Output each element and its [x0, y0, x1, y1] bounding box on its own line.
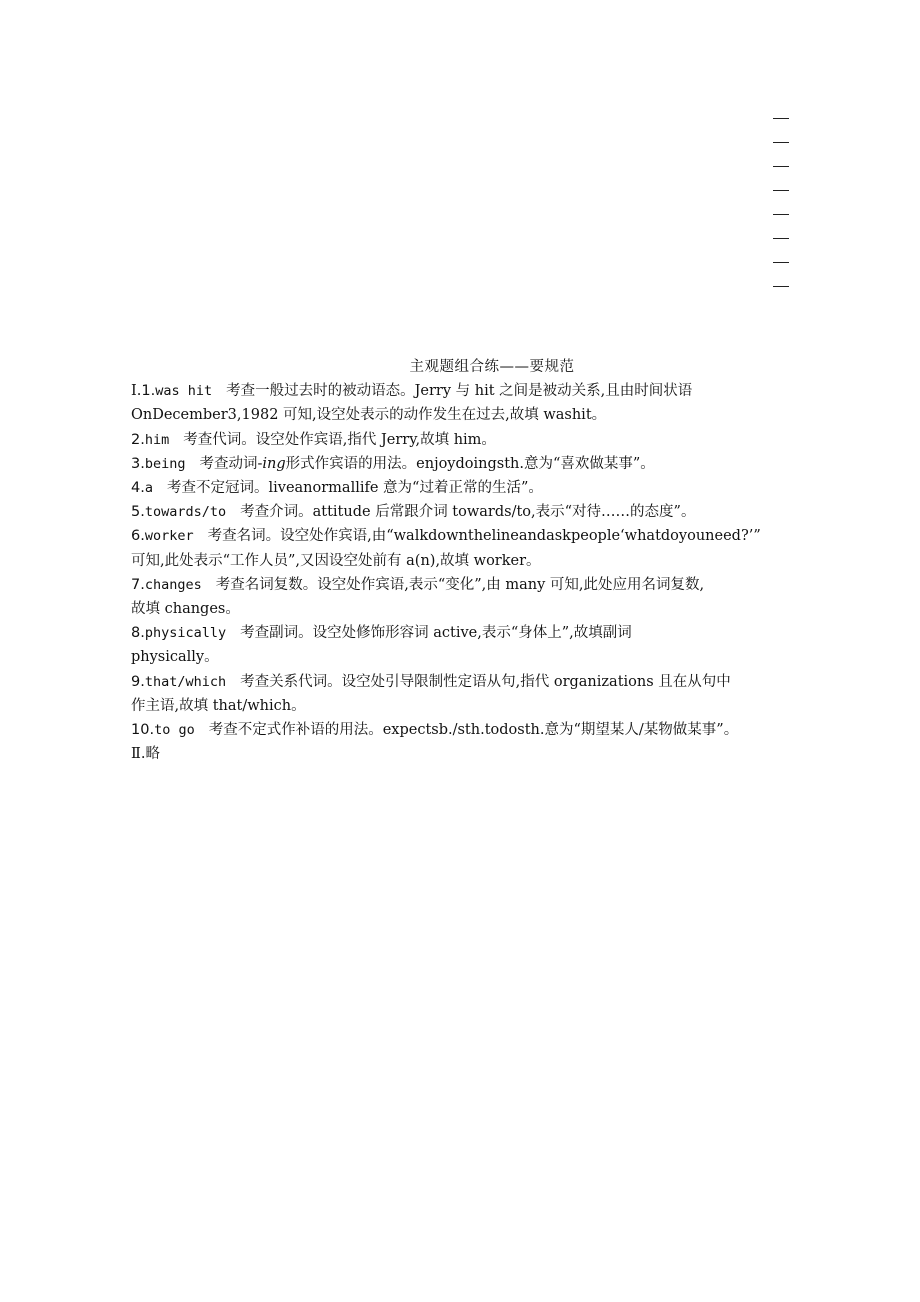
answer-item-8: [131, 621, 803, 669]
answer-item-7: [131, 573, 803, 621]
answer-item-3: [131, 452, 803, 476]
answer-text: a: [144, 480, 153, 497]
explanation-continued: physically。: [131, 649, 219, 666]
item-number: 8.: [131, 625, 145, 642]
answer-item-2: [131, 428, 803, 452]
answer-item-4: [131, 476, 803, 500]
explanation-italic: ing: [262, 455, 286, 472]
answer-blank-lines: [773, 118, 789, 310]
explanation-continued: OnDecember3,1982 可知,设空处表示的动作发生在过去,故填 washit。: [131, 407, 607, 424]
explanation: 考查代词。设空处作宾语,指代 Jerry,故填 him。: [183, 431, 496, 448]
answer-item-6: [131, 524, 803, 572]
explanation: 考查不定冠词。liveanormallife 意为“过着正常的生活”。: [166, 480, 543, 497]
explanation: 考查一般过去时的被动语态。Jerry 与 hit 之间是被动关系,且由时间状语: [226, 383, 693, 400]
blank-line: [773, 262, 789, 263]
item-number: 4.: [131, 480, 145, 497]
explanation: 考查名词复数。设空处作宾语,表示“变化”,由 many 可知,此处应用名词复数,: [215, 576, 705, 593]
section-2-text: 略: [145, 746, 160, 763]
item-number: 9.: [131, 673, 145, 690]
page-title: 主观题组合练——要规范: [409, 359, 575, 375]
answer-text: changes: [144, 576, 202, 593]
explanation: 考查副词。设空处修饰形容词 active,表示“身体上”,故填副词: [240, 625, 632, 642]
explanation-continued: 作主语,故填 that/which。: [131, 697, 306, 714]
section-marker: Ⅰ.: [131, 383, 142, 400]
explanation: 考查介词。attitude 后常跟介词 towards/to,表示“对待……的态度”。: [240, 504, 696, 521]
blank-line: [773, 238, 789, 239]
blank-line: [773, 190, 789, 191]
section-2: [131, 742, 803, 766]
answer-text: him: [144, 431, 170, 448]
item-number: 2.: [131, 431, 145, 448]
answer-text: was hit: [155, 383, 213, 400]
item-number: 7.: [131, 576, 145, 593]
explanation: 考查不定式作补语的用法。expectsb./sth.todosth.意为“期望某人/某物做某事”。: [208, 722, 739, 739]
answer-item-5: [131, 500, 803, 524]
section-marker: Ⅱ.: [131, 746, 146, 763]
answer-text: physically: [144, 625, 227, 642]
answer-sheet: [131, 355, 803, 766]
explanation-part: 形式作宾语的用法。enjoydoingsth.意为“喜欢做某事”。: [285, 455, 655, 472]
explanation: 考查名词。设空处作宾语,由“walkdownthelineandaskpeople‘whatdoyouneed?’”: [207, 528, 761, 545]
answer-text: towards/to: [144, 504, 227, 521]
explanation: 考查关系代词。设空处引导限制性定语从句,指代 organizations 且在从句中: [240, 673, 731, 690]
item-number: 6.: [131, 528, 145, 545]
blank-line: [773, 214, 789, 215]
explanation-continued: 可知,此处表示“工作人员”,又因设空处前有 a(n),故填 worker。: [131, 552, 541, 569]
blank-line: [773, 142, 789, 143]
explanation-continued: 故填 changes。: [131, 601, 240, 618]
answer-text: that/which: [144, 673, 227, 690]
blank-line: [773, 118, 789, 119]
explanation: [199, 456, 654, 472]
blank-line: [773, 286, 789, 287]
answer-item-10: [131, 718, 803, 742]
answer-text: worker: [144, 528, 194, 545]
blank-line: [773, 166, 789, 167]
item-number: 10.: [131, 722, 155, 739]
item-number: 1.: [141, 383, 156, 400]
item-number: 5.: [131, 504, 145, 521]
item-number: 3.: [131, 455, 145, 472]
answer-item-9: [131, 670, 803, 718]
explanation-part: 考查动词-: [199, 455, 263, 472]
answer-item-1: [131, 379, 803, 427]
answer-text: being: [144, 455, 186, 472]
answer-text: to go: [154, 722, 195, 739]
